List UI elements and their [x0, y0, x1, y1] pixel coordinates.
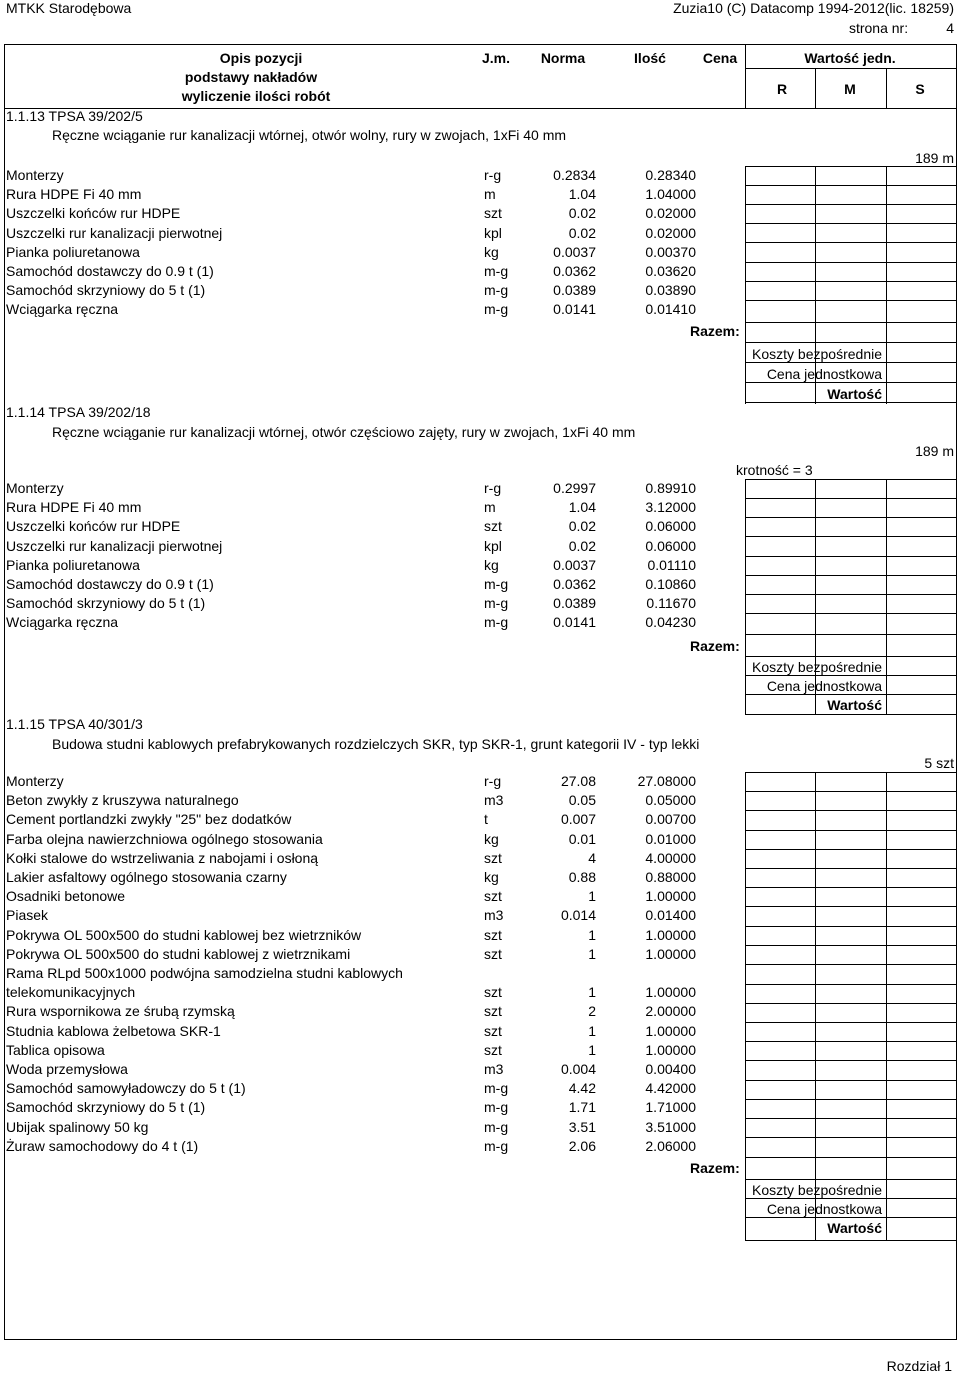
item-name: Wciągarka ręczna — [6, 301, 119, 318]
item-name: Uszczelki rur kanalizacji pierwotnej — [6, 224, 223, 241]
item-quantity: 1.71000 — [645, 1099, 696, 1116]
item-quantity: 1.04000 — [645, 186, 696, 203]
item-norma: 1 — [588, 1041, 596, 1058]
item-norma: 0.0362 — [553, 576, 596, 592]
grid-line — [745, 714, 956, 715]
item-norma: 0.2834 — [553, 167, 596, 183]
item-norma: 1.71 — [568, 1099, 596, 1116]
item-name: Samochód skrzyniowy do 5 t (1) — [6, 1099, 206, 1116]
grid-line — [745, 262, 956, 263]
item-norma: 1 — [588, 984, 596, 1001]
table-row — [6, 224, 696, 243]
item-unit: szt — [484, 849, 502, 866]
page-number — [849, 20, 954, 36]
item-unit: kg — [484, 830, 499, 847]
item-norma: 0.2997 — [553, 480, 596, 496]
table-row — [6, 575, 696, 594]
table-row — [6, 945, 696, 964]
table-row — [6, 1060, 696, 1079]
item-unit: m-g — [484, 301, 509, 318]
item-name: Uszczelki końców rur HDPE — [6, 518, 181, 535]
column-header-wartosc-jedn: Wartość jedn. — [804, 50, 896, 66]
position-description: Ręczne wciąganie rur kanalizacji wtórnej, otwór częściowo zajęty, rury w zwojach, 1xFi 40 mm — [52, 424, 636, 440]
item-quantity: 0.01410 — [645, 301, 696, 318]
table-row — [6, 1118, 696, 1137]
item-norma: 0.0389 — [553, 282, 596, 299]
item-name: Rura HDPE Fi 40 mm — [6, 186, 142, 203]
item-norma: 0.0141 — [553, 301, 596, 318]
razem-label: Razem: — [690, 323, 740, 339]
table-row — [6, 868, 696, 887]
item-unit: szt — [484, 1041, 502, 1058]
grid-line — [745, 204, 956, 205]
table-row — [6, 300, 696, 319]
position-code: 1.1.13 TPSA 39/202/5 — [6, 108, 143, 124]
column-header-description-2: podstawy nakładów — [184, 69, 318, 85]
grid-line — [745, 1179, 956, 1180]
item-quantity: 1.00000 — [645, 1022, 696, 1039]
table-row — [6, 185, 696, 204]
table-row — [6, 1022, 696, 1041]
wartosc-label: Wartość — [827, 386, 882, 402]
item-unit: kg — [484, 869, 499, 885]
koszty-bezposrednie-label: Koszty bezpośrednie — [752, 659, 882, 675]
item-norma: 0.02 — [568, 224, 596, 241]
item-quantity: 0.01400 — [645, 907, 696, 924]
position-description: Ręczne wciąganie rur kanalizacji wtórnej, otwór wolny, rury w zwojach, 1xFi 40 mm — [52, 127, 567, 143]
item-quantity: 3.12000 — [645, 499, 696, 516]
item-quantity: 0.11670 — [646, 595, 696, 612]
grid-line — [745, 634, 956, 635]
grid-line — [745, 382, 956, 383]
item-quantity: 0.01110 — [647, 556, 696, 573]
item-unit: m-g — [484, 614, 509, 631]
item-norma: 1 — [588, 1022, 596, 1039]
grid-line — [745, 536, 956, 537]
table-row — [6, 849, 696, 868]
position-quantity: 189 m — [915, 150, 954, 166]
item-name: Studnia kablowa żelbetowa SKR-1 — [6, 1022, 221, 1039]
grid-line — [745, 342, 956, 343]
item-norma: 27.08 — [560, 773, 596, 789]
table-row — [6, 1137, 696, 1156]
grid-line — [745, 498, 956, 499]
item-quantity: 2.06000 — [645, 1137, 696, 1154]
item-name: Rura wspornikowa ze śrubą rzymską — [6, 1003, 235, 1020]
item-unit: m — [484, 186, 496, 203]
item-name: Uszczelki rur kanalizacji pierwotnej — [6, 537, 223, 554]
item-quantity: 0.03620 — [645, 263, 696, 279]
grid-line — [745, 613, 956, 614]
grid-line — [745, 906, 956, 907]
wartosc-label: Wartość — [827, 697, 882, 713]
item-quantity: 0.00400 — [645, 1061, 696, 1077]
item-unit: szt — [484, 205, 502, 222]
grid-line — [745, 479, 956, 480]
item-norma: 1 — [588, 926, 596, 943]
table-row — [6, 204, 696, 223]
item-quantity: 0.01000 — [645, 830, 696, 847]
item-quantity: 27.08000 — [637, 773, 696, 789]
grid-line — [886, 772, 887, 1240]
table-row — [6, 243, 696, 262]
grid-line — [745, 242, 956, 243]
grid-line — [745, 1240, 956, 1241]
cena-jednostkowa-label: Cena jednostkowa — [766, 678, 882, 694]
item-quantity: 1.00000 — [645, 926, 696, 943]
grid-line — [745, 166, 746, 404]
item-quantity: 0.02000 — [645, 224, 696, 241]
grid-line — [745, 945, 956, 946]
cena-jednostkowa-label: Cena jednostkowa — [766, 1201, 882, 1217]
grid-line — [745, 1003, 956, 1004]
document-header-right: Zuzia10 (C) Datacomp 1994-2012(lic. 18259) — [673, 0, 954, 16]
item-unit: m-g — [484, 1118, 509, 1135]
grid-line — [745, 830, 956, 831]
item-unit: m-g — [484, 1137, 509, 1154]
item-norma: 2 — [588, 1003, 596, 1020]
grid-line — [745, 984, 956, 985]
item-unit: kg — [484, 243, 499, 260]
item-unit: kpl — [484, 537, 502, 554]
item-name: Rama RLpd 500x1000 podwójna samodzielna studni kablowych — [6, 965, 403, 981]
item-unit: szt — [484, 926, 502, 943]
item-name: Samochód dostawczy do 0.9 t (1) — [6, 263, 214, 279]
position-quantity: 189 m — [915, 443, 954, 459]
item-quantity: 4.00000 — [645, 849, 696, 866]
table-row — [6, 983, 696, 1002]
grid-line — [745, 1198, 956, 1199]
grid-line — [745, 964, 956, 965]
item-name: Ubijak spalinowy 50 kg — [6, 1118, 149, 1135]
item-norma: 4 — [588, 849, 596, 866]
item-quantity: 1.00000 — [645, 1041, 696, 1058]
grid-line — [745, 791, 956, 792]
item-unit: r-g — [484, 480, 502, 496]
item-unit: m3 — [484, 1061, 504, 1077]
item-unit: kg — [484, 556, 499, 573]
item-name: Pokrywa OL 500x500 do studni kablowej bez wietrzników — [6, 926, 362, 943]
grid-line — [745, 772, 746, 1240]
item-name: Samochód skrzyniowy do 5 t (1) — [6, 282, 206, 299]
column-header-description-3: wyliczenie ilości robót — [181, 88, 331, 104]
table-row — [6, 537, 696, 556]
item-name: Samochód skrzyniowy do 5 t (1) — [6, 595, 206, 612]
grid-line — [745, 556, 956, 557]
column-header-description-1: Opis pozycji — [219, 50, 303, 66]
grid-line — [745, 694, 956, 695]
item-norma: 0.0037 — [553, 243, 596, 260]
item-name: Wciągarka ręczna — [6, 614, 119, 631]
item-name: Samochód samowyładowczy do 5 t (1) — [6, 1080, 246, 1097]
item-unit: szt — [484, 1003, 502, 1020]
item-quantity: 0.88000 — [645, 869, 696, 885]
item-quantity: 0.05000 — [645, 792, 696, 809]
item-norma: 0.01 — [568, 830, 596, 847]
item-quantity: 0.06000 — [645, 537, 696, 554]
grid-line — [745, 362, 956, 363]
grid-line — [745, 887, 956, 888]
item-norma: 0.004 — [560, 1061, 596, 1077]
item-norma: 3.51 — [568, 1118, 596, 1135]
grid-line — [886, 479, 887, 714]
page-number-value: 4 — [946, 20, 954, 36]
grid-line — [745, 1099, 956, 1100]
item-quantity: 1.00000 — [645, 888, 696, 905]
item-norma: 0.007 — [560, 811, 596, 828]
grid-line — [886, 68, 887, 108]
item-quantity: 0.89910 — [645, 480, 696, 496]
grid-line — [815, 772, 816, 1240]
item-quantity: 0.06000 — [645, 518, 696, 535]
table-row — [6, 556, 696, 575]
item-quantity: 1.00000 — [645, 984, 696, 1001]
item-name: Pianka poliuretanowa — [6, 556, 140, 573]
grid-line — [745, 68, 956, 69]
grid-line — [745, 1022, 956, 1023]
item-unit: m-g — [484, 282, 509, 299]
grid-line — [745, 517, 956, 518]
item-quantity: 0.00700 — [645, 811, 696, 828]
item-unit: m-g — [484, 1080, 509, 1097]
grid-line — [4, 108, 956, 109]
grid-line — [745, 479, 746, 714]
koszty-bezposrednie-label: Koszty bezpośrednie — [752, 1182, 882, 1198]
table-row — [6, 1098, 696, 1117]
item-unit: m3 — [484, 792, 504, 809]
item-name: Kołki stalowe do wstrzeliwania z nabojami i osłoną — [6, 849, 319, 866]
grid-line — [815, 68, 816, 108]
item-name: Uszczelki końców rur HDPE — [6, 205, 181, 222]
item-quantity: 2.00000 — [645, 1003, 696, 1020]
item-norma: 1.04 — [568, 499, 596, 516]
position-code: 1.1.15 TPSA 40/301/3 — [6, 716, 143, 732]
table-row — [6, 810, 696, 829]
column-header-s: S — [915, 81, 925, 97]
column-header-r: R — [776, 81, 788, 97]
item-quantity: 0.00370 — [645, 243, 696, 260]
item-unit: t — [484, 811, 488, 828]
table-row — [6, 830, 696, 849]
grid-line — [745, 166, 956, 167]
column-header-ilosc: Ilość — [634, 50, 666, 66]
table-row — [6, 1002, 696, 1021]
item-name: Pokrywa OL 500x500 do studni kablowej z wietrznikami — [6, 945, 351, 962]
item-name: Monterzy — [6, 480, 64, 496]
grid-line — [745, 1118, 956, 1119]
chapter-footer: Rozdział 1 — [886, 1358, 952, 1374]
table-row — [6, 772, 696, 791]
item-norma: 2.06 — [568, 1137, 596, 1154]
cena-jednostkowa-label: Cena jednostkowa — [766, 366, 882, 382]
item-unit: kpl — [484, 224, 502, 241]
item-name: telekomunikacyjnych — [6, 984, 136, 1001]
razem-label: Razem: — [690, 638, 740, 654]
item-name: Monterzy — [6, 167, 64, 183]
page-number-label: strona nr: — [848, 20, 909, 36]
document-header-left: MTKK Starodębowa — [6, 0, 132, 16]
item-norma: 0.02 — [568, 205, 596, 222]
item-unit: m-g — [484, 1099, 509, 1116]
grid-line — [745, 1041, 956, 1042]
table-row — [6, 262, 696, 281]
item-quantity: 0.10860 — [645, 576, 696, 592]
grid-line — [745, 1157, 956, 1158]
position-code: 1.1.14 TPSA 39/202/18 — [6, 404, 151, 420]
grid-line — [886, 166, 887, 404]
item-unit: szt — [484, 984, 502, 1001]
position-multiplier: krotność = 3 — [736, 462, 813, 478]
item-name: Pianka poliuretanowa — [6, 243, 140, 260]
item-quantity: 0.04230 — [645, 614, 696, 631]
grid-line — [745, 185, 956, 186]
item-norma: 1 — [588, 945, 596, 962]
grid-line — [745, 675, 956, 676]
grid-line — [745, 300, 956, 301]
item-norma: 0.0037 — [553, 556, 596, 573]
grid-line — [745, 1060, 956, 1061]
column-header-m: M — [844, 81, 856, 97]
grid-line — [745, 281, 956, 282]
table-row — [6, 281, 696, 300]
item-norma: 0.0141 — [553, 614, 596, 631]
item-unit: szt — [484, 888, 502, 905]
item-unit: m-g — [484, 576, 509, 592]
table-row — [6, 166, 696, 185]
column-header-cena: Cena — [702, 50, 738, 66]
item-quantity: 0.02000 — [645, 205, 696, 222]
column-header-jm: J.m. — [481, 50, 510, 66]
grid-line — [745, 402, 956, 403]
grid-line — [745, 849, 956, 850]
wartosc-label: Wartość — [827, 1220, 882, 1236]
item-name: Woda przemysłowa — [6, 1061, 128, 1077]
table-row — [6, 887, 696, 906]
koszty-bezposrednie-label: Koszty bezpośrednie — [752, 346, 882, 362]
table-row — [6, 479, 696, 498]
grid-line — [815, 166, 816, 404]
item-unit: r-g — [484, 773, 502, 789]
item-unit: m3 — [484, 907, 504, 924]
grid-line — [815, 479, 816, 714]
item-unit: m-g — [484, 595, 509, 612]
table-row — [6, 498, 696, 517]
item-unit: szt — [484, 518, 502, 535]
item-quantity: 4.42000 — [645, 1080, 696, 1097]
item-norma: 0.014 — [560, 907, 596, 924]
item-quantity: 1.00000 — [645, 945, 696, 962]
table-row — [6, 1041, 696, 1060]
grid-line — [745, 322, 956, 323]
column-header-norma: Norma — [540, 50, 586, 66]
item-unit: szt — [484, 945, 502, 962]
item-quantity: 0.03890 — [645, 282, 696, 299]
item-name: Piasek — [6, 907, 49, 924]
item-norma: 4.42 — [568, 1080, 596, 1097]
item-name: Tablica opisowa — [6, 1041, 105, 1058]
item-name: Beton zwykły z kruszywa naturalnego — [6, 792, 239, 809]
table-row — [6, 613, 696, 632]
item-unit: szt — [484, 1022, 502, 1039]
table-row — [6, 517, 696, 536]
grid-line — [745, 1217, 956, 1218]
grid-line — [745, 656, 956, 657]
grid-line — [745, 44, 746, 108]
item-norma: 1.04 — [568, 186, 596, 203]
position-description: Budowa studni kablowych prefabrykowanych rozdzielczych SKR, typ SKR-1, grunt kategorii IV - typ lekki — [52, 736, 700, 752]
grid-line — [745, 868, 956, 869]
item-quantity: 3.51000 — [645, 1118, 696, 1135]
item-unit: m — [484, 499, 496, 516]
item-name: Rura HDPE Fi 40 mm — [6, 499, 142, 516]
item-name: Żuraw samochodowy do 4 t (1) — [6, 1137, 199, 1154]
grid-line — [745, 772, 956, 773]
table-row — [6, 964, 696, 983]
grid-line — [745, 594, 956, 595]
item-quantity: 0.28340 — [645, 167, 696, 183]
grid-line — [745, 810, 956, 811]
item-name: Monterzy — [6, 773, 64, 789]
table-row — [6, 594, 696, 613]
grid-line — [745, 926, 956, 927]
grid-line — [745, 1137, 956, 1138]
item-name: Lakier asfaltowy ogólnego stosowania czarny — [6, 869, 287, 885]
item-name: Samochód dostawczy do 0.9 t (1) — [6, 576, 214, 592]
item-norma: 0.02 — [568, 537, 596, 554]
item-norma: 0.0362 — [553, 263, 596, 279]
item-norma: 1 — [588, 888, 596, 905]
table-row — [6, 906, 696, 925]
table-row — [6, 926, 696, 945]
item-unit: r-g — [484, 167, 502, 183]
grid-line — [745, 575, 956, 576]
item-name: Farba olejna nawierzchniowa ogólnego stosowania — [6, 830, 323, 847]
item-norma: 0.88 — [568, 869, 596, 885]
item-name: Osadniki betonowe — [6, 888, 126, 905]
item-unit: m-g — [484, 263, 509, 279]
table-row — [6, 791, 696, 810]
item-norma: 0.02 — [568, 518, 596, 535]
grid-line — [745, 223, 956, 224]
grid-line — [745, 1080, 956, 1081]
item-name: Cement portlandzki zwykły "25" bez dodatków — [6, 811, 292, 828]
table-row — [6, 1079, 696, 1098]
item-norma: 0.05 — [568, 792, 596, 809]
item-norma: 0.0389 — [553, 595, 596, 612]
razem-label: Razem: — [690, 1160, 740, 1176]
position-quantity: 5 szt — [924, 755, 954, 771]
